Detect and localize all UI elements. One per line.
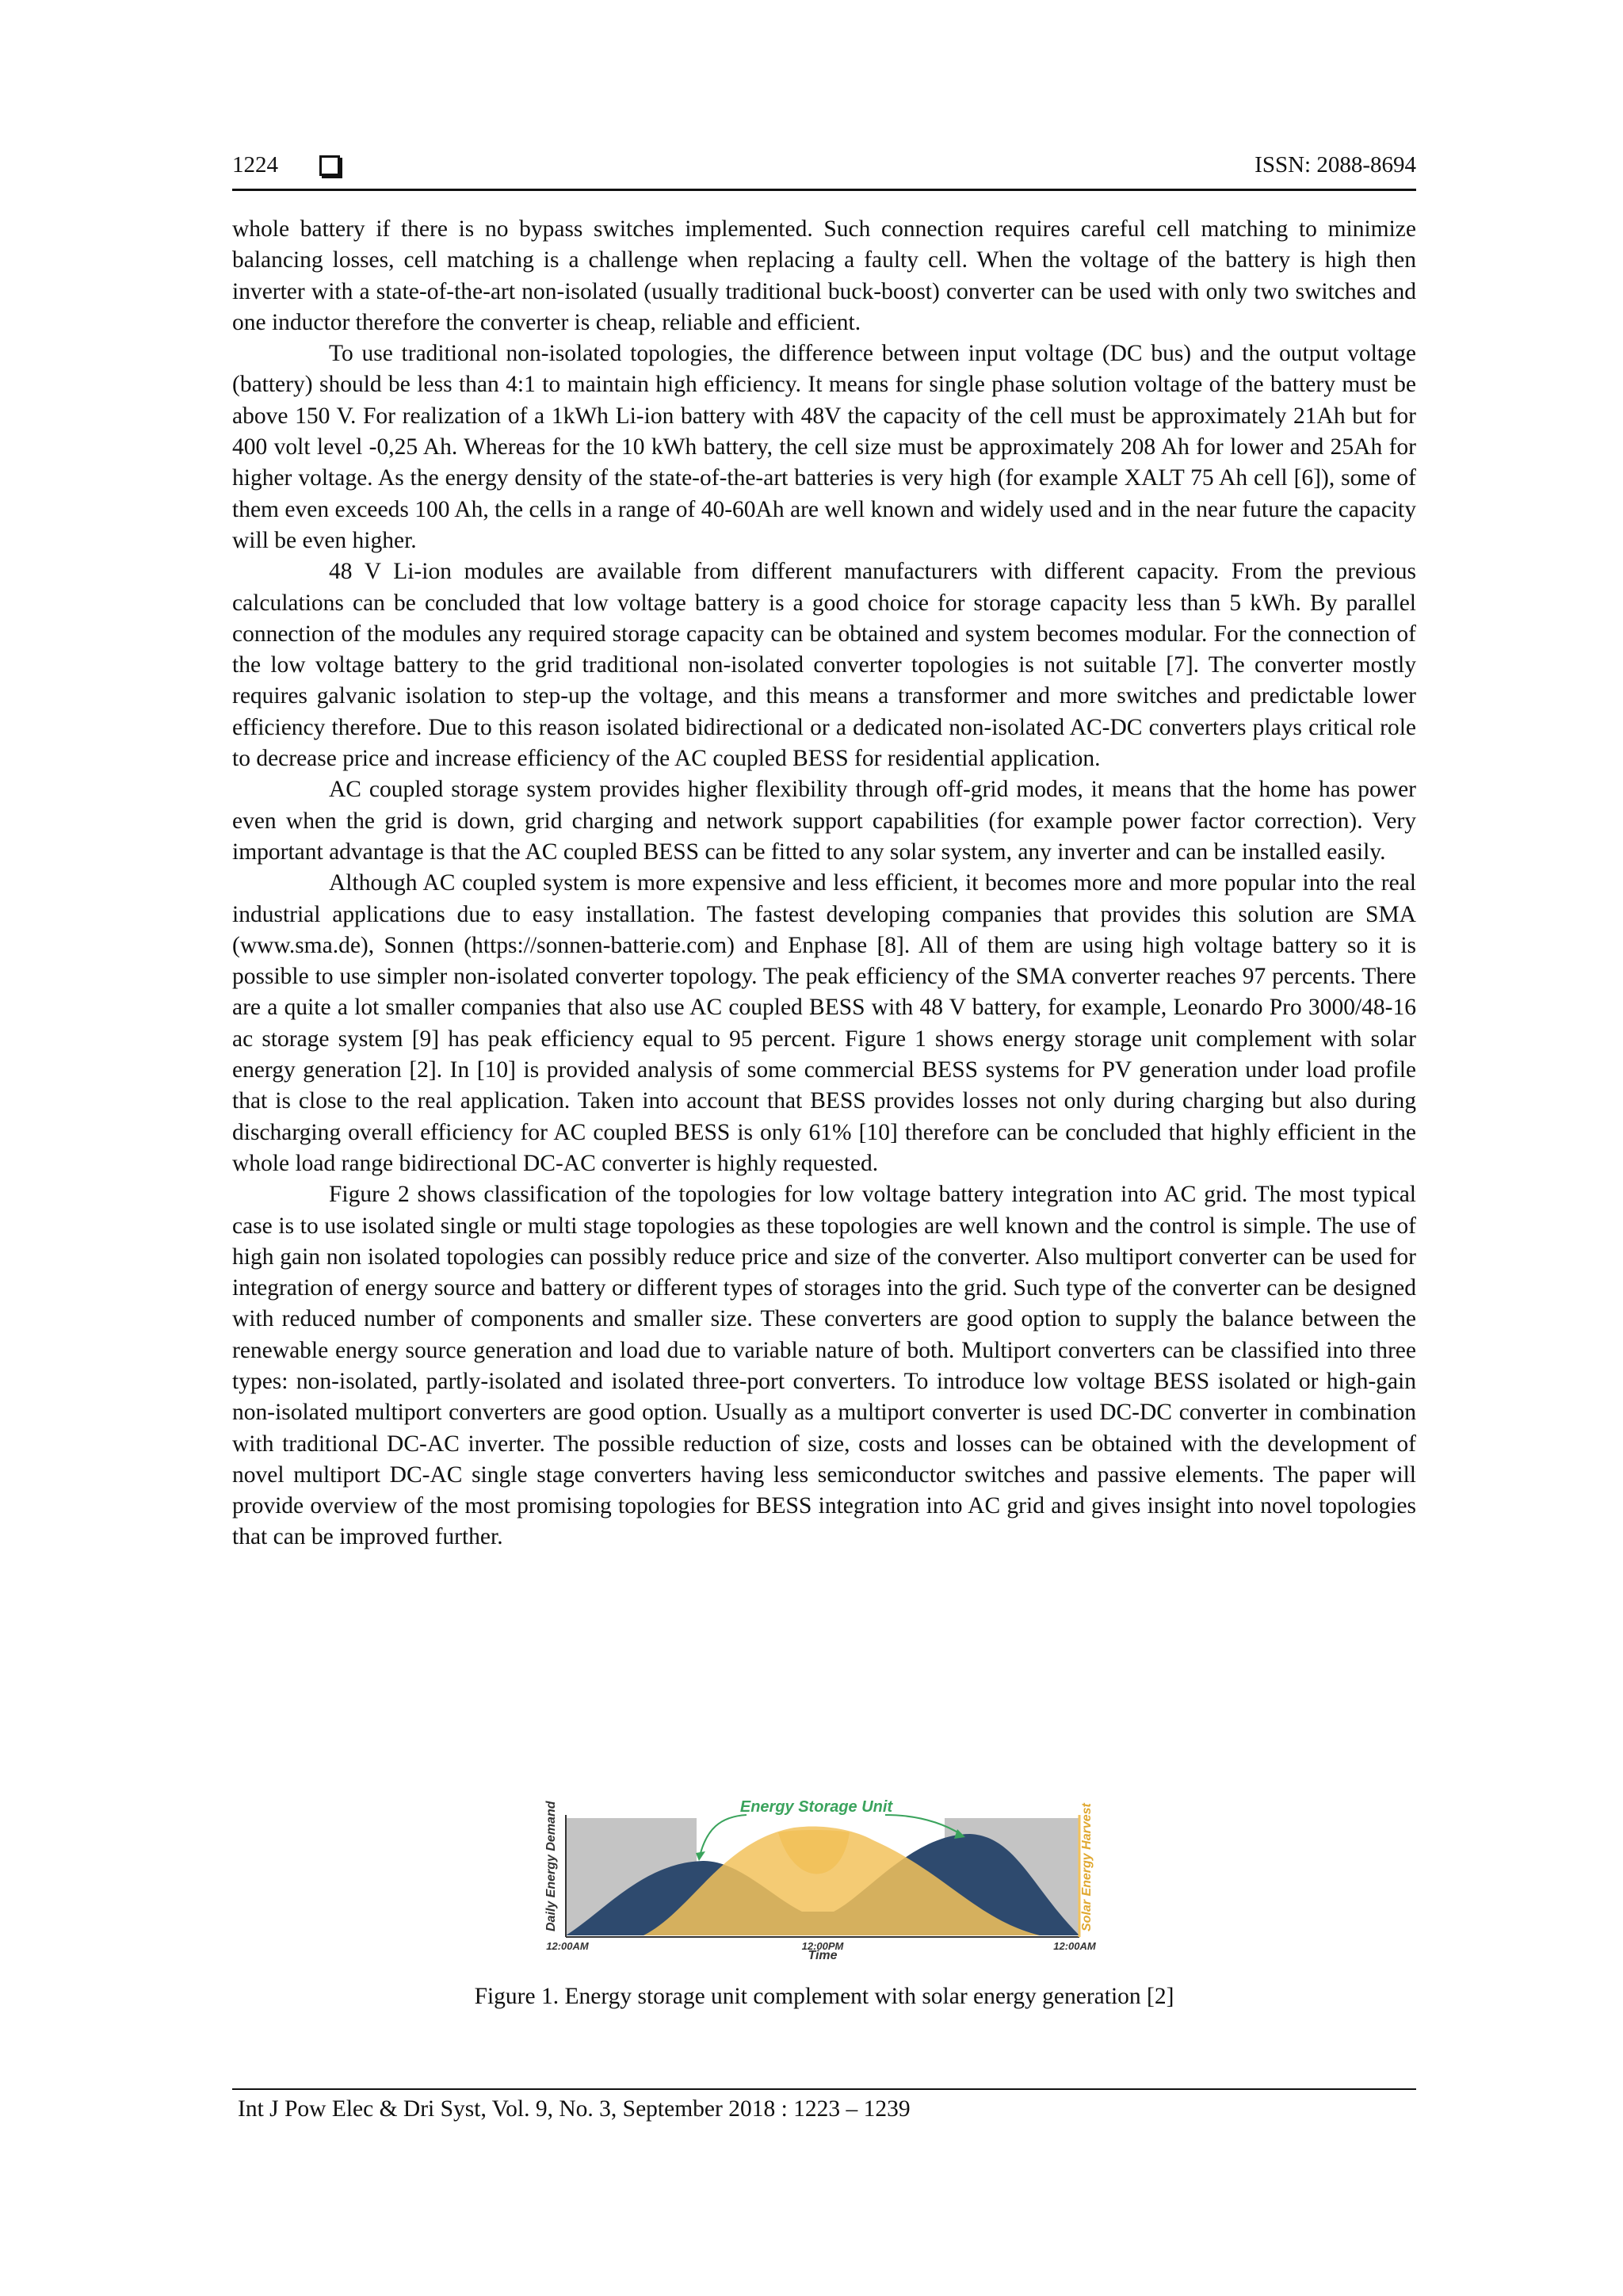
x-tick: 12:00PM — [801, 1940, 844, 1952]
x-label: Time — [808, 1949, 838, 1959]
issn: ISSN: 2088-8694 — [1254, 152, 1416, 178]
paragraph: AC coupled storage system provides higher flexibility through off-grid modes, it means that the home has power even when the grid is down, grid charging and network support capabilities (for example power factor correction). Very important advantage is that the AC coupled BESS can be fitted to any solar system, any inverter and can be installed easily. — [232, 777, 1416, 865]
energy-chart — [533, 1793, 1103, 1959]
paragraph: To use traditional non-isolated topologies, the difference between input voltage (DC bus) and the output voltage (battery) should be less than 4:1 to maintain high efficiency. It means for single phase solution voltage of the battery must be above 150 V. For realization of a 1kWh Li-ion battery with 48V the capacity of the cell must be approximately 21Ah but for 400 volt level -0,25 Ah. Whereas for the 10 kWh battery, the cell size must be approximately 208 Ah for lower and 25Ah for higher voltage. As the energy density of the state-of-the-art batteries is very high (for example XALT 75 Ah cell [6]), some of them even exceeds 100 Ah, the cells in a range of 40-60Ah are well known and widely used and in the near future the capacity will be even higher. — [232, 341, 1416, 553]
header-rule — [232, 189, 1416, 191]
chart-title: Energy Storage Unit — [739, 1798, 893, 1816]
body-text — [232, 214, 1416, 1553]
y-label-right: Solar Energy Harvest — [1080, 1803, 1094, 1931]
x-tick: 12:00AM — [1053, 1940, 1096, 1952]
paragraph: Although AC coupled system is more expensive and less efficient, it becomes more and more popular into the real industrial applications due to easy installation. The fastest developing companies that provides this solution are SMA (www.sma.de), Sonnen (https://sonnen-batterie.com) and Enphase [8]. All of them are using high voltage battery so it is possible to use simpler non-isolated converter topology. The peak efficiency of the SMA converter reaches 97 percents. There are a quite a lot smaller companies that also use AC coupled BESS with 48 V battery, for example, Leonardo Pro 3000/48-16 ac storage system [9] has peak efficiency equal to 95 percent. Figure 1 shows energy storage unit complement with solar energy generation [2]. In [10] is provided analysis of some commercial BESS systems for PV generation under load profile that is close to the real application. Taken into account that BESS provides losses not only during charging but also during discharging overall efficiency for AC coupled BESS is only 61% [10] therefore can be concluded that highly efficient in the whole load range bidirectional DC-AC converter is highly requested. — [232, 870, 1416, 1176]
x-tick: 12:00AM — [546, 1940, 589, 1952]
footer-rule — [232, 2088, 1416, 2090]
figure-1 — [533, 1793, 1103, 1959]
footer-journal: Int J Pow Elec & Dri Syst, Vol. 9, No. 3, September 2018 : 1223 – 1239 — [238, 2096, 911, 2122]
arrow-left-head — [696, 1851, 705, 1861]
y-label-left: Daily Energy Demand — [544, 1801, 558, 1931]
paragraph: Figure 2 shows classification of the topologies for low voltage battery integration into AC grid. The most typical case is to use isolated single or multi stage topologies as these topologies are well known and the control is simple. The use of high gain non isolated topologies can possibly reduce price and size of the converter. Also multiport converter can be used for integration of energy source and battery or different types of storages into the grid. Such type of the converter can be designed with reduced number of components and smaller size. These converters are good option to supply the balance between the renewable energy source generation and load due to variable nature of both. Multiport converters can be classified into three types: non-isolated, partly-isolated and isolated three-port converters. To introduce low voltage BESS isolated or high-gain non-isolated multiport converters are good option. Usually as a multiport converter is used DC-DC converter in combination with traditional DC-AC inverter. The possible reduction of size, costs and losses can be obtained with the development of novel multiport DC-AC single stage converters having less semiconductor switches and passive elements. The paper will provide overview of the most promising topologies for BESS integration into AC grid and gives insight into novel topologies that can be improved further. — [232, 1182, 1416, 1550]
page-header — [232, 152, 1416, 192]
square-bullet-icon — [319, 155, 340, 176]
paragraph: 48 V Li-ion modules are available from different manufacturers with different capacity. From the previous calculations can be concluded that low voltage battery is a good choice for storage capacity less than 5 kWh. By parallel connection of the modules any required storage capacity can be obtained and system becomes modular. For the connection of the low voltage battery to the grid traditional non-isolated converter topologies is not suitable [7]. The converter mostly requires galvanic isolation to step-up the voltage, and this means a transformer and more switches and predictable lower efficiency therefore. Due to this reason isolated bidirectional or a dedicated non-isolated AC-DC converters plays critical role to decrease price and increase efficiency of the AC coupled BESS for residential application. — [232, 559, 1416, 772]
page-number: 1224 — [232, 152, 278, 178]
paragraph: whole battery if there is no bypass switches implemented. Such connection requires careful cell matching to minimize balancing losses, cell matching is a challenge when replacing a faulty cell. When the voltage of the battery is high then inverter with a state-of-the-art non-isolated (usually traditional buck-boost) converter can be used with only two switches and one inductor therefore the converter is cheap, reliable and efficient. — [232, 216, 1416, 335]
arrow-left — [701, 1815, 747, 1853]
figure-caption: Figure 1. Energy storage unit complement with solar energy generation [2] — [474, 1984, 1174, 2009]
